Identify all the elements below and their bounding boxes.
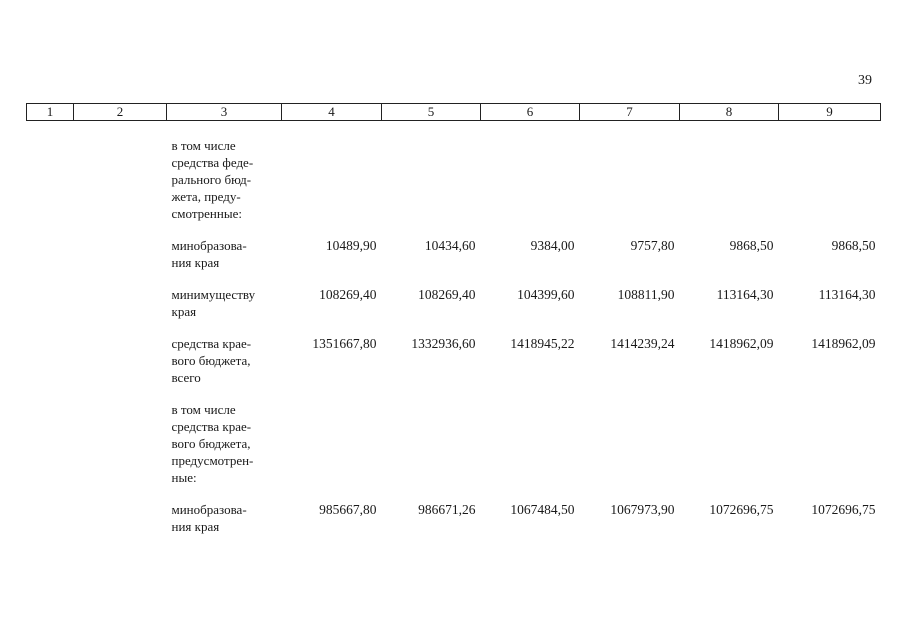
row-label: [167, 237, 282, 286]
spacer-row: [27, 121, 881, 138]
column-header: 7: [580, 104, 680, 121]
column-header: 5: [382, 104, 481, 121]
cell-col1: [27, 237, 74, 286]
value-cell: 9757,80: [630, 238, 675, 253]
value-cell: 1072696,75: [709, 502, 774, 517]
value-cell: [382, 137, 481, 237]
value-cell: [779, 401, 881, 501]
label-line: в том числе: [171, 138, 236, 153]
column-number-header-row: [27, 104, 881, 121]
value-cell: 9384,00: [530, 238, 575, 253]
cell-col1: [27, 137, 74, 237]
cell-col2: [74, 335, 167, 401]
value-cell: 108269,40: [418, 287, 476, 302]
label-line: вого бюджета,: [171, 436, 251, 451]
value-cell: 986671,26: [418, 502, 476, 517]
page-number: 39: [858, 73, 872, 88]
value-cell: 1332936,60: [411, 336, 476, 351]
cell-col2: [74, 237, 167, 286]
table-row: [27, 501, 881, 550]
column-header: 8: [680, 104, 779, 121]
column-header: 6: [481, 104, 580, 121]
label-line: всего: [171, 370, 201, 385]
value-cell: 9868,50: [831, 238, 876, 253]
budget-table: [26, 103, 881, 550]
value-cell: 113164,30: [818, 287, 876, 302]
column-header: 2: [74, 104, 167, 121]
value-cell: 1414239,24: [610, 336, 675, 351]
row-label: [167, 286, 282, 335]
label-line: рального бюд-: [171, 172, 252, 187]
row-label: [167, 335, 282, 401]
label-line: минобразова-: [171, 238, 247, 253]
cell-col2: [74, 401, 167, 501]
table-row: [27, 286, 881, 335]
label-line: средства крае-: [171, 336, 252, 351]
value-cell: [382, 401, 481, 501]
label-line: края: [171, 304, 197, 319]
value-cell: 108811,90: [617, 287, 675, 302]
value-cell: [680, 401, 779, 501]
table-row: [27, 237, 881, 286]
label-line: жета, преду-: [171, 189, 241, 204]
row-label: [167, 137, 282, 237]
value-cell: 1072696,75: [811, 502, 876, 517]
label-line: ния края: [171, 255, 220, 270]
label-line: предусмотрен-: [171, 453, 254, 468]
cell-col1: [27, 286, 74, 335]
label-line: средства феде-: [171, 155, 254, 170]
cell-col2: [74, 286, 167, 335]
value-cell: 1067484,50: [510, 502, 575, 517]
value-cell: [779, 137, 881, 237]
label-line: в том числе: [171, 402, 236, 417]
value-cell: 104399,60: [517, 287, 575, 302]
label-line: минобразова-: [171, 502, 247, 517]
value-cell: [282, 401, 382, 501]
column-header: 1: [27, 104, 74, 121]
table-row: [27, 137, 881, 237]
value-cell: [481, 401, 580, 501]
value-cell: 1418962,09: [811, 336, 876, 351]
column-header: 3: [167, 104, 282, 121]
value-cell: [580, 137, 680, 237]
value-cell: 108269,40: [319, 287, 377, 302]
value-cell: 1418962,09: [709, 336, 774, 351]
table-row: [27, 401, 881, 501]
row-label: [167, 501, 282, 550]
column-header: 4: [282, 104, 382, 121]
value-cell: 10489,90: [325, 238, 377, 253]
label-line: смотренные:: [171, 206, 242, 221]
label-line: вого бюджета,: [171, 353, 251, 368]
value-cell: 10434,60: [424, 238, 476, 253]
value-cell: [680, 137, 779, 237]
value-cell: 1418945,22: [510, 336, 575, 351]
label-line: ные:: [171, 470, 197, 485]
cell-col1: [27, 335, 74, 401]
cell-col2: [74, 501, 167, 550]
row-label: [167, 401, 282, 501]
column-header: 9: [779, 104, 881, 121]
value-cell: 1351667,80: [312, 336, 377, 351]
cell-col2: [74, 137, 167, 237]
value-cell: [282, 137, 382, 237]
value-cell: 985667,80: [319, 502, 377, 517]
value-cell: 9868,50: [729, 238, 774, 253]
value-cell: [481, 137, 580, 237]
cell-col1: [27, 501, 74, 550]
table-row: [27, 335, 881, 401]
cell-col1: [27, 401, 74, 501]
value-cell: 1067973,90: [610, 502, 675, 517]
label-line: ния края: [171, 519, 220, 534]
value-cell: [580, 401, 680, 501]
value-cell: 113164,30: [716, 287, 774, 302]
label-line: средства крае-: [171, 419, 252, 434]
label-line: минимуществу: [171, 287, 256, 302]
